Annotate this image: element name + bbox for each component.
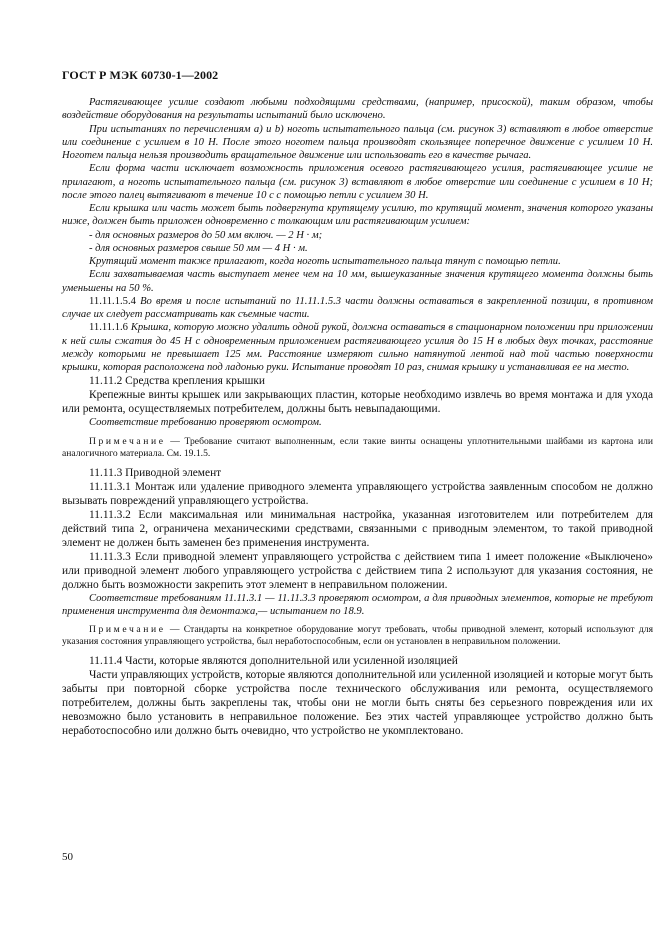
heading-11-11-4: 11.11.4 Части, которые являются дополнительной или усиленной изоляцией: [89, 655, 458, 667]
paragraph-compliance-actuator: Соответствие требованиям 11.11.3.1 — 11.11.3.3 проверяют осмотром, а для приводных элементов, которые не требуют применения инструмента для демонтажа,— испытанием по 18.9.: [62, 592, 653, 617]
clause-11-11-3-2: 11.11.3.2 Если максимальная или минимальная настройка, указанная изготовителем или потребителем для действий типа 2, ограничена механическими средствами, связанными с приводным элементом, то такой приводной элемент не должен быть заменен без применения инструмента.: [62, 508, 653, 549]
paragraph-test-finger-nail: При испытаниях по перечислениям a) и b) ноготь испытательного пальца (см. рисунок 3) вставляют в любое отверстие или соединение с усилием в 10 Н. После этого ноготем пальца производят скользящее поперечное движение с усилием 10 Н. Ноготем пальца нельзя производить вращательное движение или использовать его в качестве рычага.: [62, 123, 653, 161]
list-item-torque-large: - для основных размеров свыше 50 мм — 4 Н · м.: [89, 242, 308, 254]
note-actuator: [62, 624, 653, 648]
heading-11-11-3: 11.11.3 Приводной элемент: [89, 466, 222, 479]
page-number: 50: [62, 851, 73, 863]
paragraph-tensile-force: Растягивающее усилие создают любыми подходящими средствами, (например, присоской), таким образом, чтобы воздействие оборудования на результаты испытаний было исключено.: [62, 97, 653, 122]
heading-11-11-2: 11.11.2 Средства крепления крышки: [89, 375, 266, 388]
clause-11-11-3-1: 11.11.3.1 Монтаж или удаление приводного элемента управляющего устройства заявленным способом не должно вызывать повреждений управляющего устройства.: [62, 480, 653, 507]
paragraph-torque: Если крышка или часть может быть подвергнута крутящему усилию, то крутящий момент, значения которого указаны ниже, должен быть приложен одновременно с толкающим или растягивающим усилием:: [62, 203, 653, 228]
note-text: — Стандарты на конкретное оборудование могут требовать, чтобы приводной элемент, который используют для указания состояния управляющего устройства, был неработоспособным, если он установлен в неправильном положении.: [62, 624, 653, 647]
paragraph-torque-reduction: Если захватываемая часть выступает менее чем на 10 мм, вышеуказанные значения крутящего момента должны быть уменьшены на 50 %.: [62, 269, 653, 294]
clause-11-11-3-3: 11.11.3.3 Если приводной элемент управляющего устройства с действием типа 1 имеет положение «Выключено» или приводной элемент любого управляющего устройства с действием типа 2 используют для указания состояния, не должно быть возможности закрепить этот элемент в неправильном положении.: [62, 550, 653, 591]
clause-number: 11.11.1.5.4: [89, 295, 136, 307]
standard-designation: ГОСТ Р МЭК 60730-1—2002: [62, 68, 219, 82]
paragraph-insulation-parts: Части управляющих устройств, которые являются дополнительной или усиленной изоляцией и которые могут быть забыты при повторной сборке устройства после технического обслуживания или ремонта, осуществляемого потребителем, должны быть закреплены так, чтобы они не могли быть сняты без серьезного повреждения или их невозможно было установить в неправильное положение. Без этих частей управляющее устройство должно быть неработоспособно или должно быть очевидно, что устройство не укомплектовано.: [62, 669, 653, 737]
note-washers: [62, 436, 653, 460]
paragraph-compliance-inspection: Соответствие требованию проверяют осмотром.: [89, 417, 322, 429]
paragraph-torque-loop: Крутящий момент также прилагают, когда ноготь испытательного пальца тянут с помощью петли.: [89, 256, 561, 267]
clause-text: Во время и после испытаний по 11.11.1.5.3 части должны оставаться в закрепленной позиции, в противном случае их следует рассматривать как съемные части.: [62, 295, 653, 320]
note-label: Примечание: [89, 435, 166, 447]
clause-number: 11.11.1.6: [89, 322, 128, 334]
clause-11-11-1-6: [62, 321, 653, 374]
list-item-torque-small: - для основных размеров до 50 мм включ. — 2 Н · м;: [89, 229, 323, 241]
clause-11-11-1-5-4: [62, 295, 653, 322]
page-body: [62, 96, 653, 738]
clause-text: Крышка, которую можно удалить одной рукой, должна оставаться в стационарном положении при приложении к ней силы сжатия до 45 Н с одновременным приложением растягивающего усилия до 15 Н в любых двух точках, расстояние между которыми не превышает 125 мм. Расстояние измеряют сильно натянутой лентой над той частью поверхности крышки, которая расположена под ладонью руки. Испытание проводят 10 раз, снимая крышку и устанавливая ее на место.: [62, 322, 654, 373]
note-text: — Требование считают выполненным, если такие винты оснащены уплотнительными шайбами из картона или аналогичного материала. См. 19.1.5.: [62, 435, 653, 459]
paragraph-axial-force: Если форма части исключает возможность приложения осевого растягивающего усилия, растягивающее усилие не прилагают, а ноготь испытательного пальца (см. рисунок 3) вставляют в любое отверстие или соединение с усилием в 10 Н; после этого палец вытягивают в течение 10 с с помощью петли с усилием 30 Н.: [62, 163, 653, 201]
note-label: Примечание: [89, 624, 166, 635]
paragraph-cover-screws: Крепежные винты крышек или закрывающих пластин, которые необходимо извлечь во время монтажа и для ухода или ремонта, осуществляемых потребителем, должны быть невыпадающими.: [62, 389, 653, 416]
